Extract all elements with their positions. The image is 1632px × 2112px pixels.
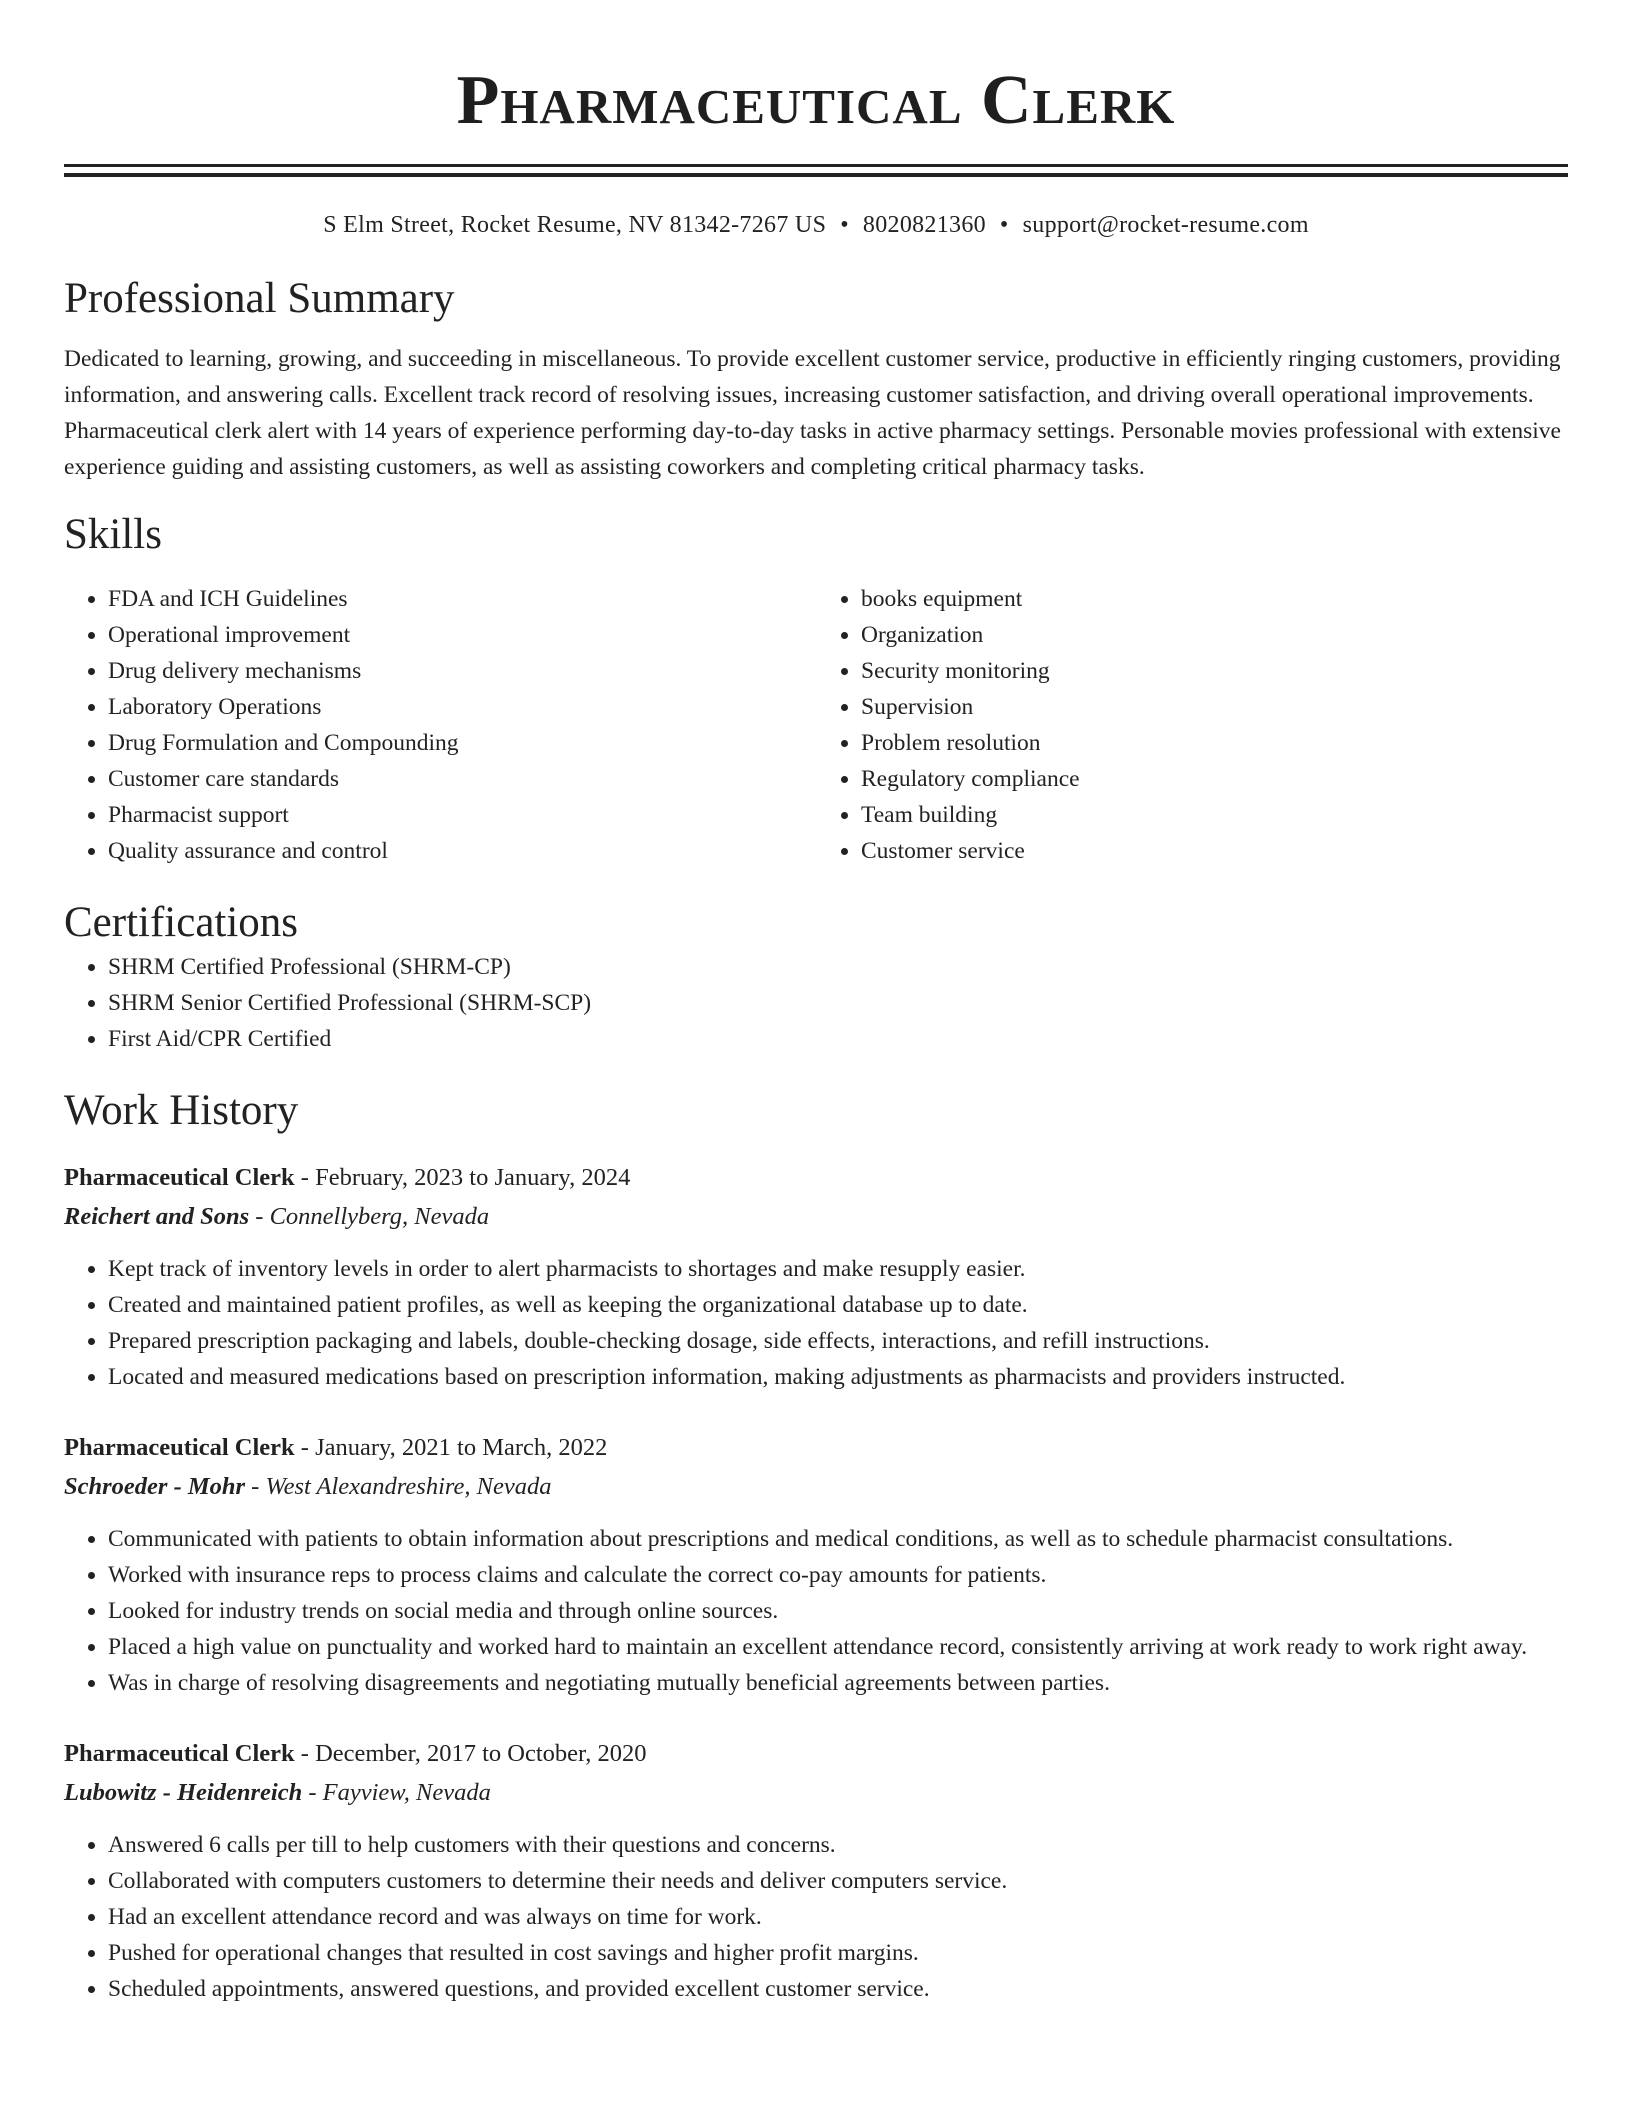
skill-item: • Regulatory compliance [861,761,1568,797]
skills-column-1 [64,581,815,869]
certification-item: • SHRM Senior Certified Professional (SHRM-SCP) [108,985,1568,1021]
job-duty-item: • Kept track of inventory levels in order to alert pharmacists to shortages and make resupply easier. [108,1251,1568,1287]
job-company-line [64,1197,1568,1237]
job-title-line [64,1735,1568,1773]
skill-item: • Customer service [861,833,1568,869]
job-duties [64,1827,1568,2007]
job-role: Pharmaceutical Clerk [64,1164,295,1191]
skill-item: • Customer care standards [108,761,815,797]
job-location: Fayview, Nevada [322,1779,491,1806]
contact-separator: • [840,212,849,238]
job-dates: December, 2017 to October, 2020 [315,1740,647,1767]
certifications-list [64,949,1568,1057]
skill-item: • Drug delivery mechanisms [108,653,815,689]
certification-item: • SHRM Certified Professional (SHRM-CP) [108,949,1568,985]
job-title-line [64,1159,1568,1197]
job-duties [64,1251,1568,1395]
job-entry [64,1159,1568,1395]
job-dash: - [294,1164,316,1191]
job-entry [64,1735,1568,2007]
job-company: Schroeder - Mohr [64,1473,246,1500]
summary-heading: Professional Summary [64,275,455,322]
skill-item: • Quality assurance and control [108,833,815,869]
header-divider-thin [64,164,1568,167]
summary-section [64,273,1568,485]
work-history-heading: Work History [64,1087,299,1134]
skill-item: • Supervision [861,689,1568,725]
job-duty-item: • Communicated with patients to obtain information about prescriptions and medical conditions, as well as to schedule pharmacist consultations. [108,1521,1568,1557]
job-dash: - [245,1473,266,1500]
job-company-line [64,1467,1568,1507]
skill-item: • FDA and ICH Guidelines [108,581,815,617]
job-dates: January, 2021 to March, 2022 [315,1434,608,1461]
skill-item: • Operational improvement [108,617,815,653]
resume-name: Pharmaceutical Clerk [456,62,1176,139]
job-entry [64,1429,1568,1701]
job-duty-item: • Worked with insurance reps to process claims and calculate the correct co-pay amounts for patients. [108,1557,1568,1593]
job-dash: - [294,1740,316,1767]
skill-item: • books equipment [861,581,1568,617]
certifications-heading: Certifications [64,899,299,946]
job-role: Pharmaceutical Clerk [64,1740,295,1767]
skill-item: • Laboratory Operations [108,689,815,725]
job-duty-item: • Scheduled appointments, answered questions, and provided excellent customer service. [108,1971,1568,2007]
contact-email: support@rocket-resume.com [1022,212,1309,238]
job-duties [64,1521,1568,1701]
contact-line [64,209,1568,241]
certifications-section [64,897,1568,1057]
job-duty-item: • Prepared prescription packaging and labels, double-checking dosage, side effects, interactions, and refill instructions. [108,1323,1568,1359]
skills-heading: Skills [64,511,162,558]
job-duty-item: • Collaborated with computers customers to determine their needs and deliver computers service. [108,1863,1568,1899]
job-dates: February, 2023 to January, 2024 [315,1164,631,1191]
skill-item: • Drug Formulation and Compounding [108,725,815,761]
skill-item: • Pharmacist support [108,797,815,833]
job-duty-item: • Was in charge of resolving disagreements and negotiating mutually beneficial agreements between parties. [108,1665,1568,1701]
job-title-line [64,1429,1568,1467]
job-dash: - [294,1434,316,1461]
job-company: Lubowitz - Heidenreich [64,1779,303,1806]
contact-phone: 8020821360 [862,212,986,238]
skills-columns [64,581,1568,869]
skill-item: • Organization [861,617,1568,653]
job-duty-item: • Located and measured medications based on prescription information, making adjustments as pharmacists and providers instructed. [108,1359,1568,1395]
job-duty-item: • Pushed for operational changes that resulted in cost savings and higher profit margins. [108,1935,1568,1971]
job-duty-item: • Placed a high value on punctuality and worked hard to maintain an excellent attendance record, consistently arriving at work ready to work right away. [108,1629,1568,1665]
skills-section [64,509,1568,869]
skills-column-2 [815,581,1568,869]
job-duty-item: • Created and maintained patient profiles, as well as keeping the organizational database up to date. [108,1287,1568,1323]
job-dash: - [302,1779,323,1806]
contact-separator: • [999,212,1009,238]
summary-text: Dedicated to learning, growing, and succeeding in miscellaneous. To provide excellent customer service, productive in efficiently ringing customers, providing information, and answering calls. Excellent track record of resolving issues, increasing customer satisfaction, and driving overall operational improvements. Pharmaceutical clerk alert with 14 years of experience performing day-to-day tasks in active pharmacy settings. Personable movies professional with extensive experience guiding and assisting customers, as well as assisting coworkers and completing critical pharmacy tasks. [64,346,1561,480]
skill-item: • Security monitoring [861,653,1568,689]
job-duty-item: • Had an excellent attendance record and was always on time for work. [108,1899,1568,1935]
header-divider-thick [64,173,1568,177]
contact-address: S Elm Street, Rocket Resume, NV 81342-7267 US [323,212,827,238]
work-history-section [64,1085,1568,2007]
job-dash: - [249,1203,270,1230]
certification-item: • First Aid/CPR Certified [108,1021,1568,1057]
job-duty-item: • Looked for industry trends on social media and through online sources. [108,1593,1568,1629]
job-company-line [64,1773,1568,1813]
job-location: West Alexandreshire, Nevada [265,1473,552,1500]
job-duty-item: • Answered 6 calls per till to help customers with their questions and concerns. [108,1827,1568,1863]
job-role: Pharmaceutical Clerk [64,1434,295,1461]
job-company: Reichert and Sons [64,1203,250,1230]
job-location: Connellyberg, Nevada [269,1203,490,1230]
skill-item: • Team building [861,797,1568,833]
skill-item: • Problem resolution [861,725,1568,761]
